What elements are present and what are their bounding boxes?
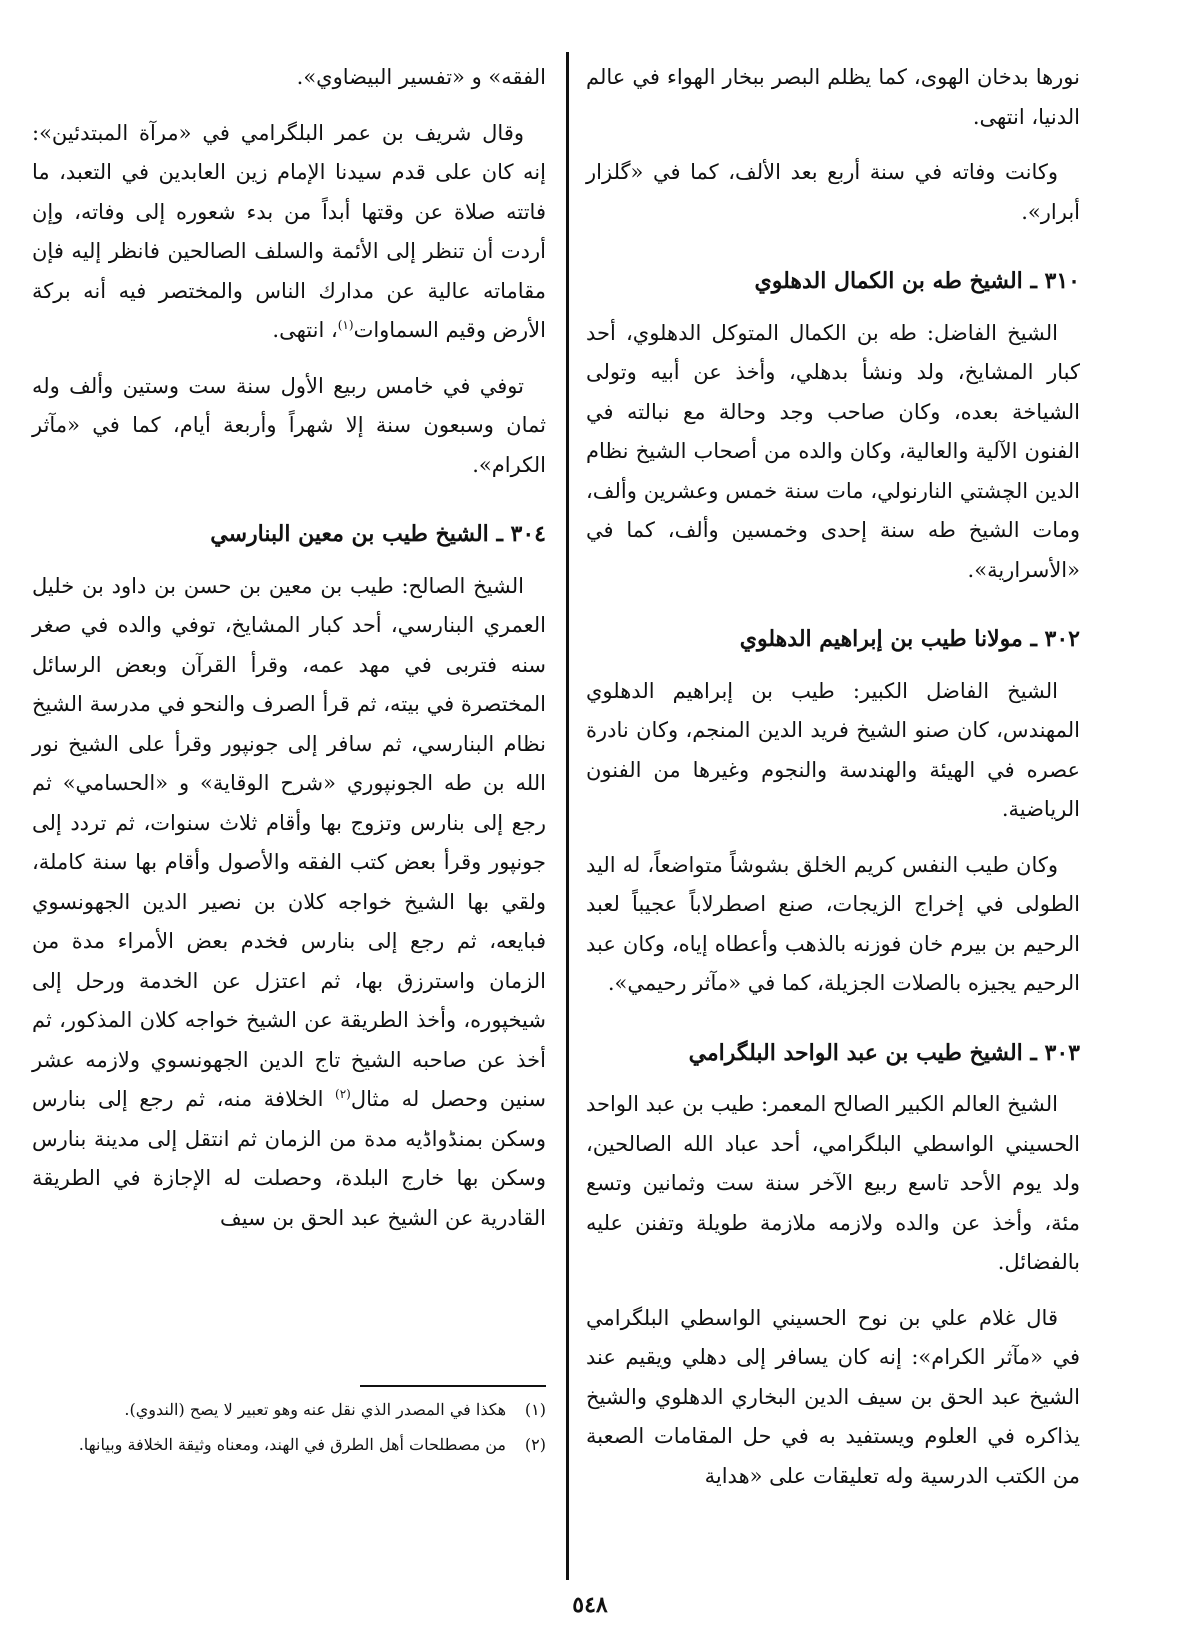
paragraph-text: الشيخ الصالح: طيب بن معين بن حسن بن داود بن خليل العمري البنارسي، أحد كبار المشايخ، توفي والده في صغر سنه فتربى في مهد عمه، وقرأ القرآن وبعض الرسائل المختصرة في بيته، ثم قرأ الصرف والنحو في مدرسة الشيخ نظام البنارسي، ثم سافر إلى جونپور وقرأ على الشيخ نور الله بن طه الجونپوري «شرح الوقاية» و «الحسامي» ثم رجع إلى بنارس وتزوج بها وأقام ثلاث سنوات، ثم تردد إلى جونپور وقرأ بعض كتب الفقه والأصول وأقام بها سنة كاملة، ولقي بها الشيخ خواجه كلان بن نصير الدين الجهونسوي فبايعه، ثم رجع إلى بنارس فخدم بعض الأمراء مدة من الزمان واسترزق بها، ثم اعتزل عن الخدمة ورحل إلى شيخپوره، وأخذ الطريقة عن الشيخ خواجه كلان المذكور، ثم أخذ عن صاحبه الشيخ تاج الدين الجهونسوي ولازمه عشر سنين وحصل له مثال	[32, 573, 546, 1111]
footnote-1	[32, 1395, 546, 1424]
section-heading-304: ٣٠٤ ـ الشيخ طيب بن معين البنارسي	[210, 521, 546, 547]
footnote-text: هكذا في المصدر الذي نقل عنه وهو تعبير لا يصح (الندوي).	[124, 1400, 506, 1419]
footnote-number: (٢)	[524, 1435, 546, 1454]
paragraph: توفي في خامس ربيع الأول سنة ست وستين وألف وله ثمان وسبعون سنة إلا شهراً وأربعة أيام، كما في «مآثر الكرام».	[32, 373, 546, 477]
footnote-2	[32, 1430, 546, 1459]
paragraph: قال غلام علي بن نوح الحسيني الواسطي البلگرامي في «مآثر الكرام»: إنه كان يسافر إلى دهلي ويقيم عند الشيخ عبد الحق بن سيف الدين البخاري الدهلوي والشيخ يذاكره في العلوم ويستفيد به في حل المقامات الصعبة من الكتب الدرسية وله تعليقات على «هداية	[586, 1305, 1080, 1488]
footnote-ref-1[interactable]: (١)	[337, 318, 354, 332]
paragraph	[32, 567, 546, 1239]
paragraph: وكان طيب النفس كريم الخلق بشوشاً متواضعاً، له اليد الطولى في إخراج الزيجات، صنع اصطرلاباً عجيباً لعبد الرحيم بن بيرم خان فوزنه بالذهب وأعطاه إياه، وكان عبد الرحيم يجيزه بالصلات الجزيلة، كما في «مآثر رحيمي».	[586, 852, 1080, 995]
paragraph-text: ، انتهى.	[272, 318, 338, 342]
section-heading-302: ٣٠٢ ـ مولانا طيب بن إبراهيم الدهلوي	[739, 626, 1080, 652]
section-heading-303: ٣٠٣ ـ الشيخ طيب بن عبد الواحد البلگرامي	[688, 1039, 1080, 1066]
footnote-ref-2[interactable]: (٢)	[335, 1087, 351, 1101]
paragraph: نورها بدخان الهوى، كما يظلم البصر ببخار الهواء في عالم الدنيا، انتهى.	[586, 65, 1080, 129]
paragraph-text: الخلافة منه، ثم رجع إلى بنارس وسكن بمنڈواڈيه مدة من الزمان ثم انتقل إلى مدينة بنارس وسكن بها خارج البلدة، وحصلت له الإجازة في الطريقة القادرية عن الشيخ عبد الحق بن سيف	[32, 1087, 546, 1230]
paragraph: الشيخ الفاضل: طه بن الكمال المتوكل الدهلوي، أحد كبار المشايخ، ولد ونشأ بدهلي، وأخذ عن أبيه وتولى الشياخة بعده، وكان صاحب وجد وحالة مع نبالته في الفنون الآلية والعالية، وكان والده من أصحاب الشيخ نظام الدين الچشتي النارنولي، مات سنة خمس وعشرين وألف، ومات الشيخ طه سنة إحدى وخمسين وألف، كما في «الأسرارية».	[586, 320, 1080, 582]
left-column	[32, 58, 546, 1254]
paragraph: الشيخ الفاضل الكبير: طيب بن إبراهيم الدهلوي المهندس، كان صنو الشيخ فريد الدين المنجم، وكان نادرة عصره في الهيئة والهندسة والنجوم وغيرها من الفنون الرياضية.	[586, 678, 1080, 821]
column-divider	[566, 52, 569, 1580]
footnote-number: (١)	[524, 1400, 546, 1419]
page-number: ٥٤٨	[572, 1592, 608, 1618]
paragraph: وكانت وفاته في سنة أربع بعد الألف، كما في «گلزار أبرار».	[586, 160, 1080, 224]
paragraph: الشيخ العالم الكبير الصالح المعمر: طيب بن عبد الواحد الحسيني الواسطي البلگرامي، أحد عباد الله الصالحين، ولد يوم الأحد تاسع ربيع الآخر سنة ست وثمانين وتسع مئة، وأخذ عن والده ولازمه ملازمة طويلة وتفنن عليه بالفضائل.	[586, 1092, 1080, 1274]
paragraph	[32, 114, 546, 351]
right-column	[586, 58, 1080, 1512]
paragraph: الفقه» و «تفسير البيضاوي».	[296, 65, 546, 89]
footnote-separator	[360, 1385, 546, 1387]
paragraph-text: وقال شريف بن عمر البلگرامي في «مرآة المبتدئين»: إنه كان على قدم سيدنا الإمام زين العابدين في التعبد، ما فاتته صلاة عن وقتها أبداً من بدء شعوره إلى وفاته، وإن أردت أن تنظر إلى الأئمة والسلف الصالحين فانظر إليه فإن مقاماته عالية عن مدارك الناس والمختصر فيه أنه بركة الأرض وقيم السماوات	[32, 120, 546, 342]
section-heading-310: ٣١٠ ـ الشيخ طه بن الكمال الدهلوي	[754, 268, 1080, 294]
footnotes	[32, 1395, 546, 1465]
footnote-text: من مصطلحات أهل الطرق في الهند، ومعناه وثيقة الخلافة وبيانها.	[78, 1435, 506, 1454]
